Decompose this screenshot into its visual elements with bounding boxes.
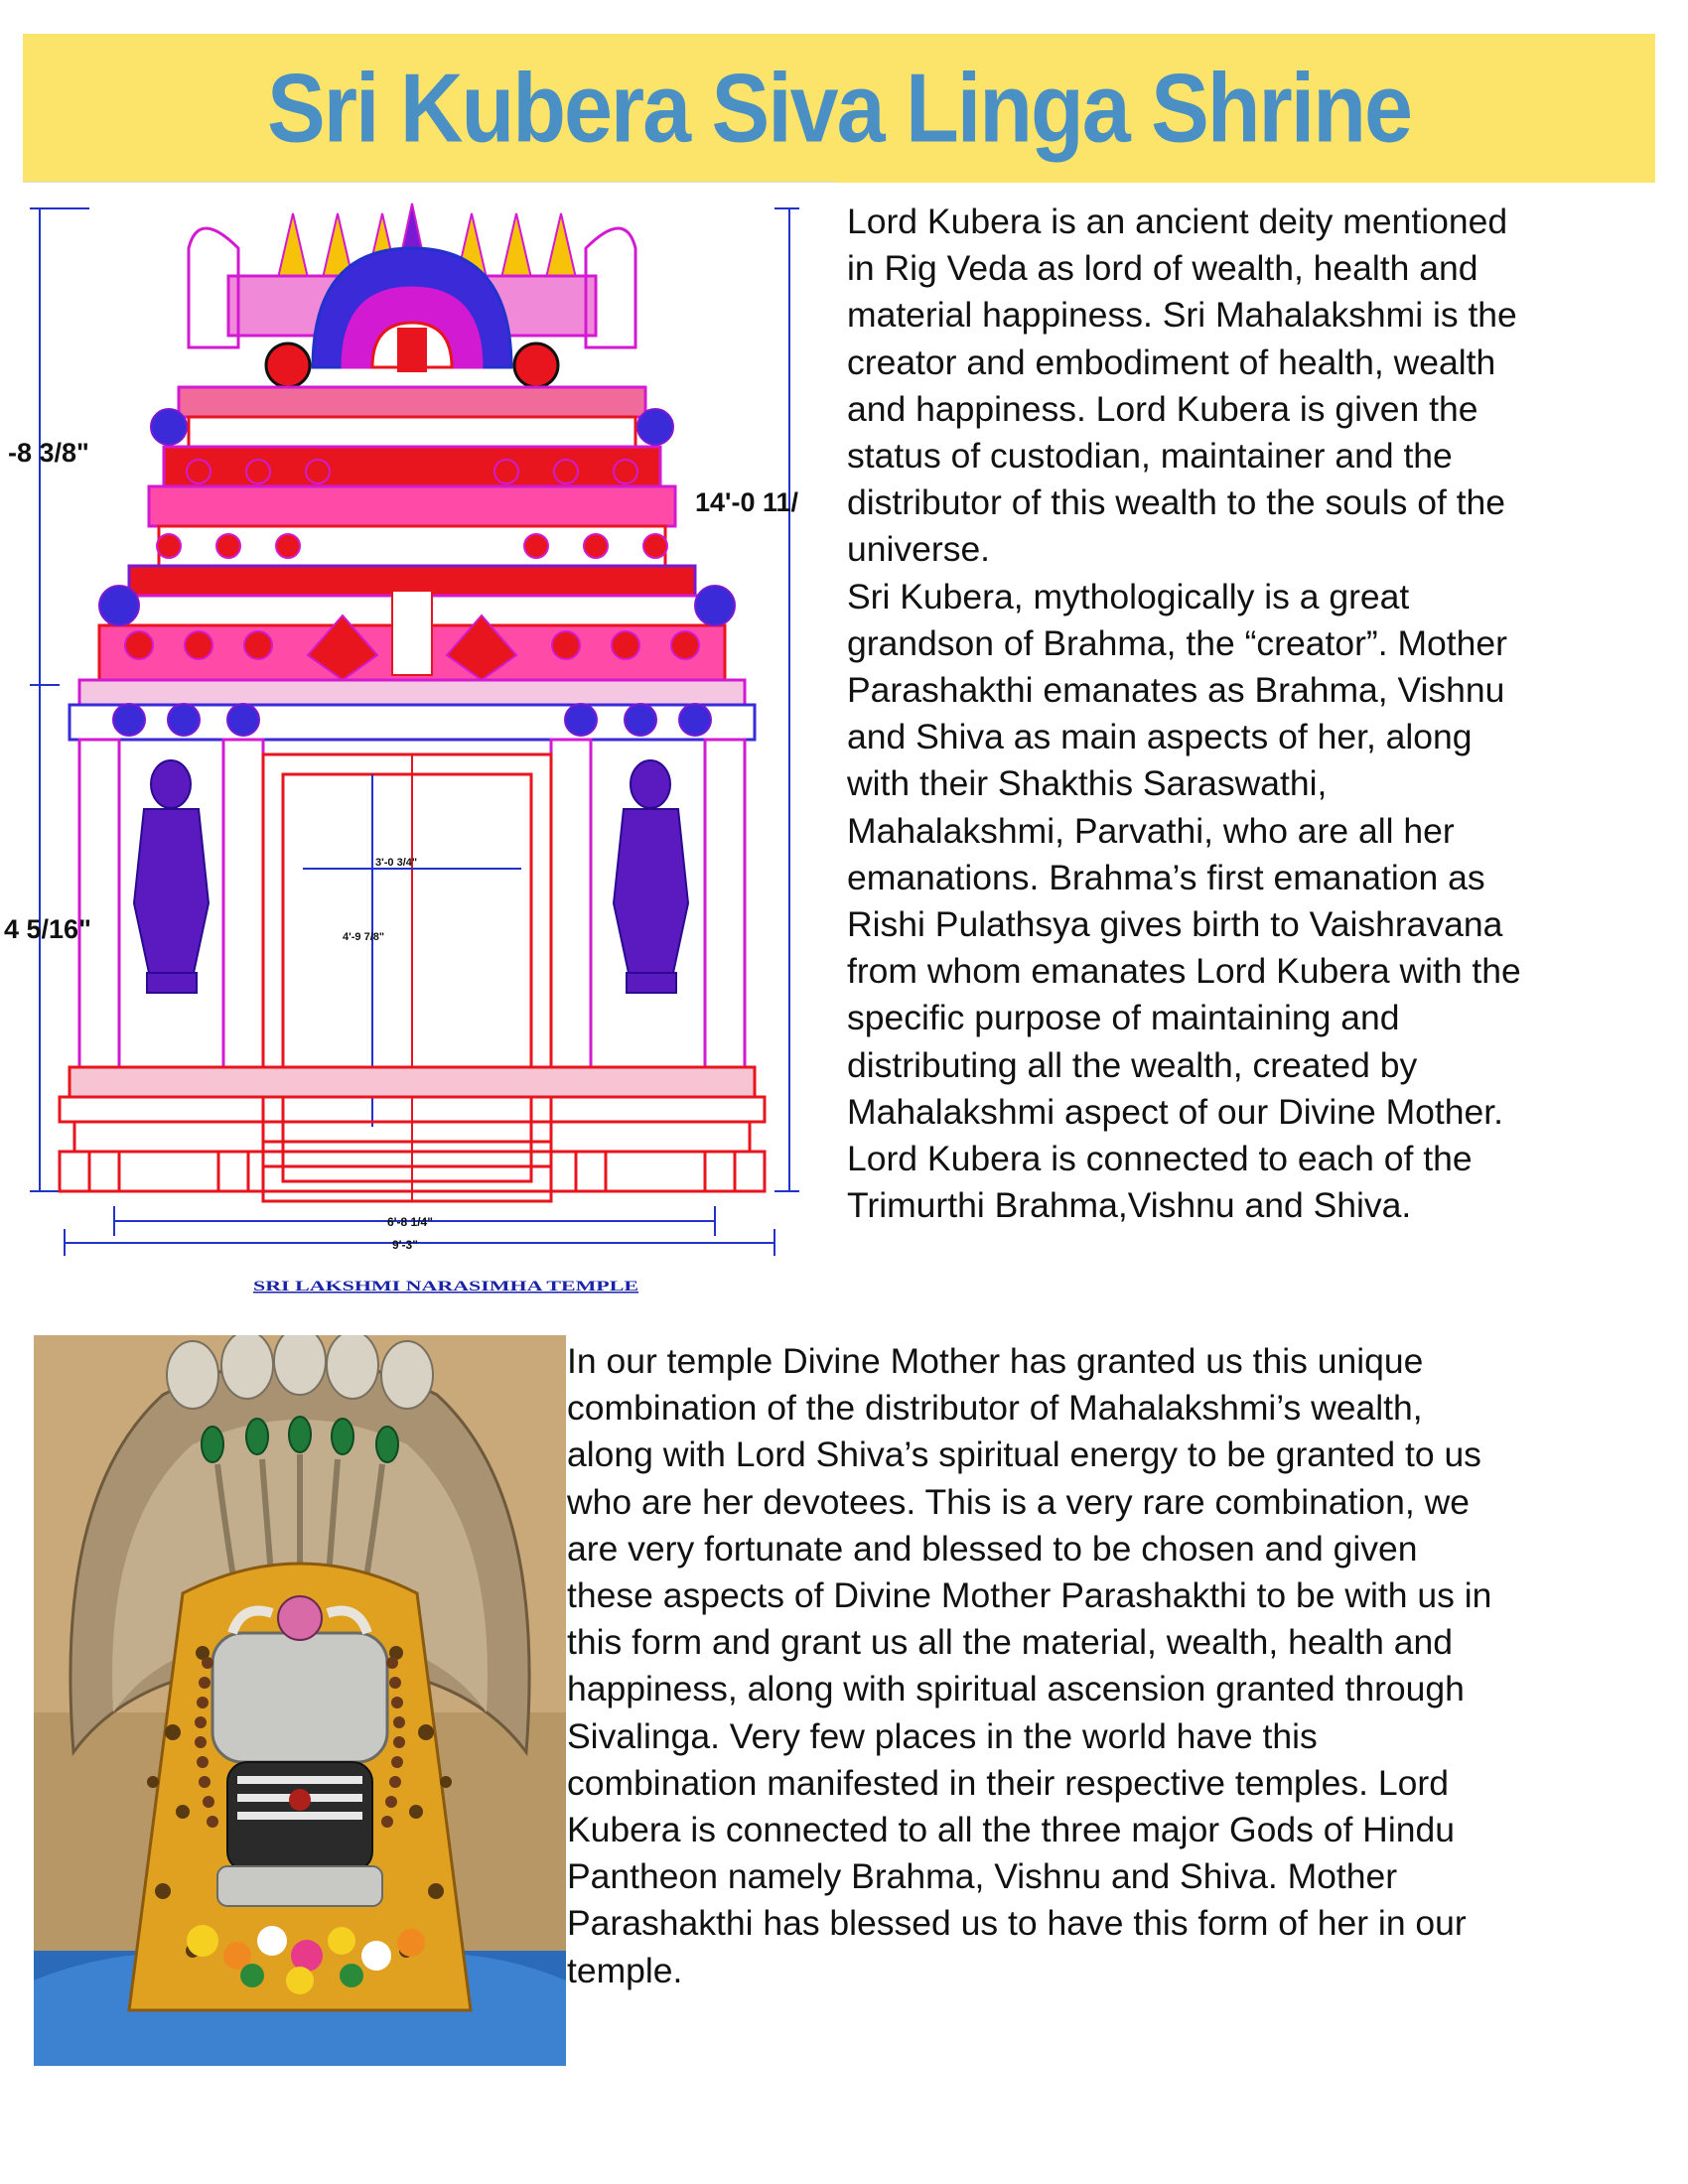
dim-door-height: 4'-9 7/8": [343, 931, 385, 943]
shrine-elevation-drawing: [0, 189, 839, 1310]
dim-inner-width: 6'-8 1/4": [387, 1215, 433, 1229]
page-title: Sri Kubera Siva Linga Shrine: [267, 53, 1411, 163]
dim-door-width: 3'-0 3/4": [375, 857, 418, 869]
dim-right: 14'-0 11/: [695, 487, 799, 517]
dim-left-lower: 4 5/16": [4, 914, 91, 944]
title-rule: [23, 182, 835, 183]
dim-left-upper: -8 3/8": [8, 438, 89, 468]
temple-paragraph: In our temple Divine Mother has granted us this unique combination of the distributor of Mahalakshmi’s wealth, along with Lord Shiva’s spiritual energy to be granted to us who are her devotees. This is a very rare combination, we are very fortunate and blessed to be chosen and given these aspects of Divine Mother Parashakthi to be with us in this form and grant us all the material, wealth, health and happiness, along with spiritual ascension granted through Sivalinga. Very few places in the world have this combination manifested in their respective temples. Lord Kubera is connected to all the three major Gods of Hindu Pantheon namely Brahma, Vishnu and Shiva. Mother Parashakthi has blessed us to have this form of her in our temple.: [567, 1341, 1492, 1990]
title-band: [23, 34, 1655, 183]
dim-outer-width: 9'-3": [392, 1238, 418, 1252]
drawing-caption: SRI LAKSHMI NARASIMHA TEMPLE: [253, 1279, 638, 1295]
doorway: [263, 754, 551, 1201]
intro-paragraph: Lord Kubera is an ancient deity mentioned in Rig Veda as lord of wealth, health and material happiness. Sri Mahalakshmi is the creator and embodiment of health, wealth and happiness. Lord Kubera is given the status of custodian, maintainer and the distributor of this wealth to the souls of the universe. Sri Kubera, mythologically is a great grandson of Brahma, the “creator”. Mother Parashakthi emanates as Brahma, Vishnu and Shiva as main aspects of her, along with their Shakthis Saraswathi, Mahalakshmi, Parvathi, who are all her emanations. Brahma’s first emanation as Rishi Pulathsya gives birth to Vaishravana from whom emanates Lord Kubera with the specific purpose of maintaining and distributing all the wealth, created by Mahalakshmi aspect of our Divine Mother. Lord Kubera is connected to each of the Trimurthi Brahma,Vishnu and Shiva.: [847, 202, 1521, 1226]
sivalinga-photo: [34, 1335, 566, 2066]
